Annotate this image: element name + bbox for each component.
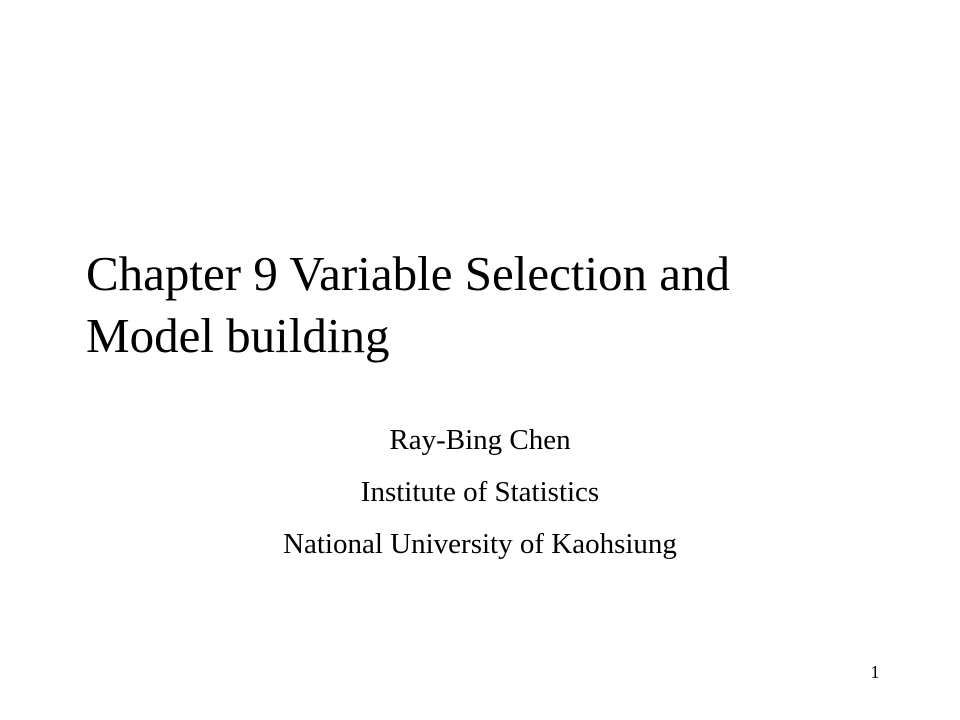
slide-title bbox=[86, 243, 906, 367]
page-number: 1 bbox=[870, 662, 880, 682]
slide-subtitle bbox=[0, 414, 960, 570]
author-university: National University of Kaohsiung bbox=[283, 528, 677, 560]
author-name: Ray-Bing Chen bbox=[389, 424, 571, 456]
author-institute: Institute of Statistics bbox=[360, 476, 600, 508]
slide-title-line-1: Chapter 9 Variable Selection and bbox=[86, 246, 731, 301]
slide-title-line-2: Model building bbox=[86, 308, 390, 363]
